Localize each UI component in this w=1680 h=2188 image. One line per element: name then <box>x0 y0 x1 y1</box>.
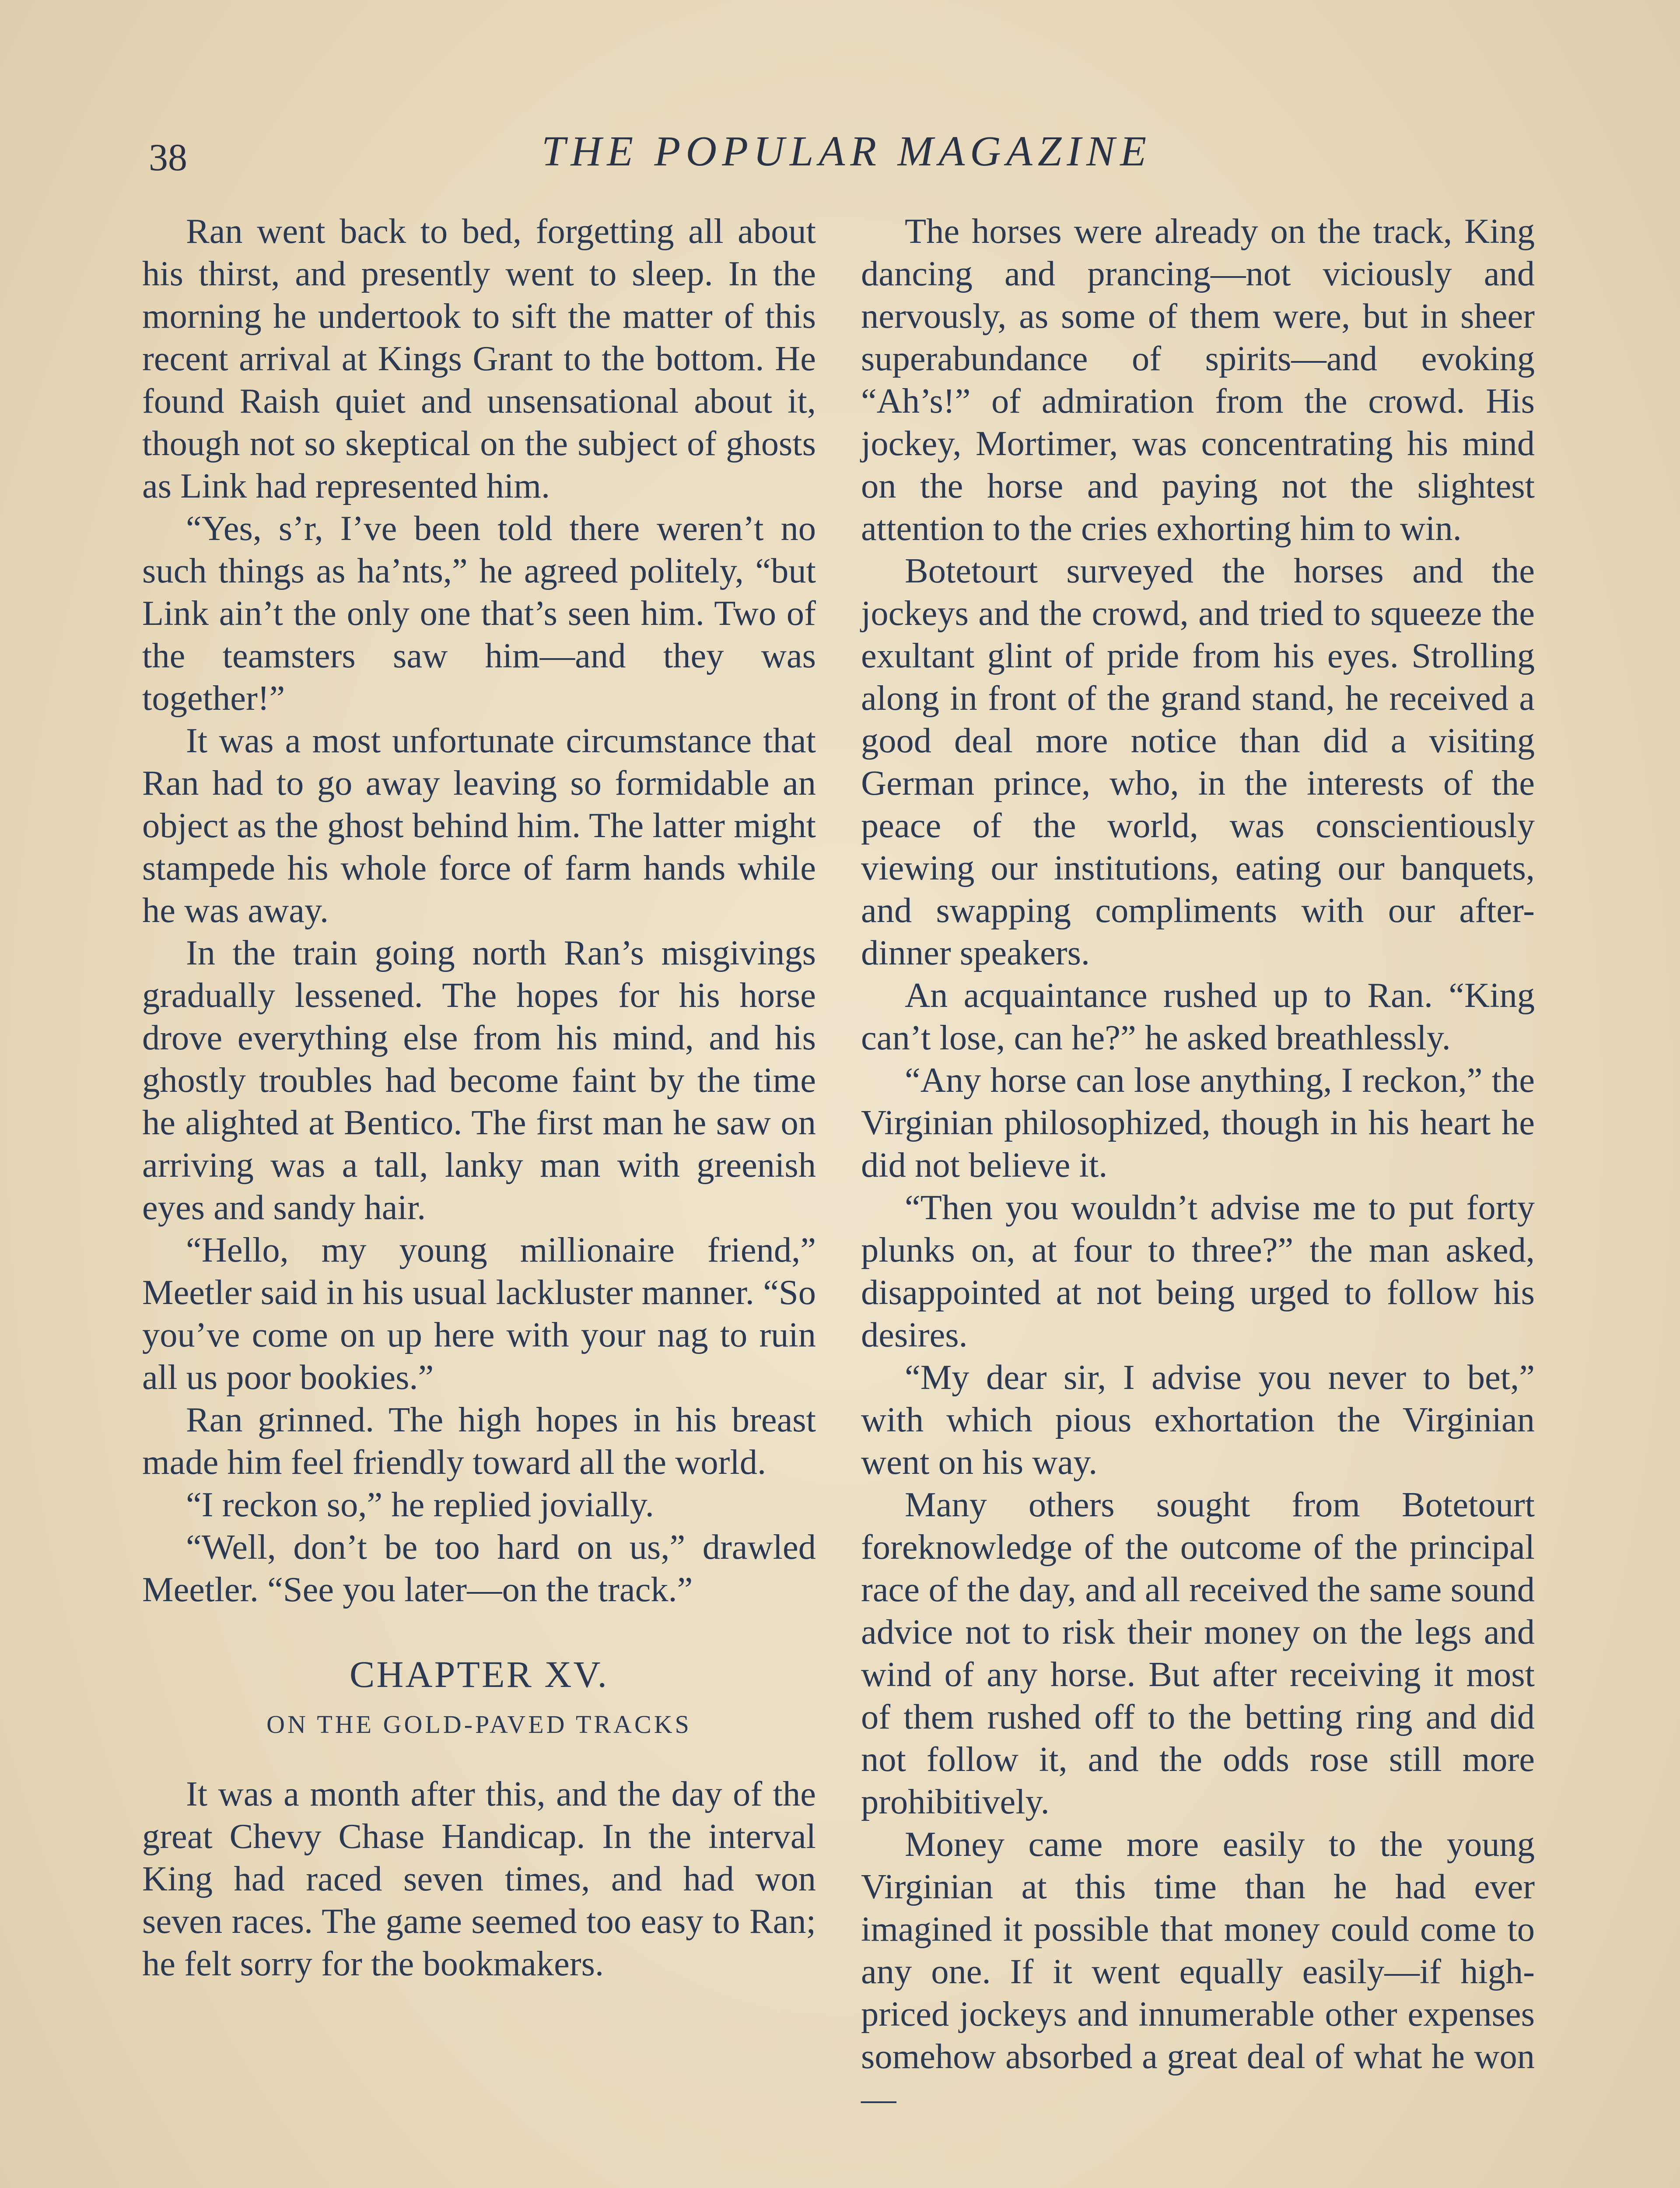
chapter-subtitle: ON THE GOLD-PAVED TRACKS <box>266 1710 692 1739</box>
chapter-title: CHAPTER XV. <box>350 1653 609 1695</box>
running-title: THE POPULAR MAGAZINE <box>541 128 1152 175</box>
paragraph: Money came more easily to the young Virginian at this time than he had ever imagined it possible that money could come to any one. If it went equally easily—if high-priced jockeys and innumerable other expenses somehow absorbed a great deal of what he won— <box>861 1825 1535 2118</box>
paragraph: Botetourt surveyed the horses and the jockeys and the crowd, and tried to squeeze the exultant glint of pride from his eyes. Strolling along in front of the grand stand, he received a good deal more notice than did a visiting German prince, who, in the interests of the peace of the world, was conscientiously viewing our institutions, eating our banquets, and swapping compliments with our after-dinner speakers. <box>861 551 1535 972</box>
paragraph: In the train going north Ran’s misgivings gradually lessened. The hopes for his horse drove everything else from his mind, and his ghostly troubles had become faint by the time he alighted at Bentico. The first man he saw on arriving was a tall, lanky man with greenish eyes and sandy hair. <box>142 933 816 1227</box>
paragraph: Ran grinned. The high hopes in his breast made him feel friendly toward all the world. <box>142 1400 816 1482</box>
right-column <box>861 210 1535 2120</box>
paragraph: An acquaintance rushed up to Ran. “King can’t lose, can he?” he asked breathlessly. <box>861 976 1535 1057</box>
paragraph: “My dear sir, I advise you never to bet,” with which pious exhortation the Virginian went on his way. <box>861 1358 1535 1482</box>
paragraph: “Any horse can lose anything, I reckon,” the Virginian philosophized, though in his heart he did not believe it. <box>861 1061 1535 1185</box>
paragraph: The horses were already on the track, King dancing and prancing—not viciously and nervously, as some of them were, but in sheer superabundance of spirits—and evoking “Ah’s!” of admiration from the crowd. His jockey, Mortimer, was concentrating his mind on the horse and paying not the slightest attention to the cries exhorting him to win. <box>861 212 1535 548</box>
paragraph: Many others sought from Botetourt foreknowledge of the outcome of the principal race of the day, and all received the same sound advice not to risk their money on the legs and wind of any horse. But after receiving it most of them rushed off to the betting ring and did not follow it, and the odds rose still more prohibitively. <box>861 1485 1535 1821</box>
paragraph: “Well, don’t be too hard on us,” drawled Meetler. “See you later—on the track.” <box>142 1528 816 1609</box>
paragraph: “I reckon so,” he replied jovially. <box>186 1485 654 1524</box>
paragraph: “Then you wouldn’t advise me to put forty plunks on, at four to three?” the man asked, disappointed at not being urged to follow his desires. <box>861 1188 1535 1354</box>
left-column <box>142 210 816 1985</box>
page-number: 38 <box>149 137 187 179</box>
paragraph: It was a month after this, and the day of the great Chevy Chase Handicap. In the interval King had raced seven times, and had won seven races. The game seemed too easy to Ran; he felt sorry for the bookmakers. <box>142 1774 816 1983</box>
paragraph: Ran went back to bed, forgetting all about his thirst, and presently went to sleep. In the morning he undertook to sift the matter of this recent arrival at Kings Grant to the bottom. He found Raish quiet and unsensational about it, though not so skeptical on the subject of ghosts as Link had represented him. <box>142 212 816 505</box>
paragraph: It was a most unfortunate circumstance that Ran had to go away leaving so formidable an object as the ghost behind him. The latter might stampede his whole force of farm hands while he was away. <box>142 721 816 930</box>
paragraph: “Yes, s’r, I’ve been told there weren’t no such things as ha’nts,” he agreed politely, “but Link ain’t the only one that’s seen him. Two of the teamsters saw him—and they was together!” <box>142 509 816 718</box>
paragraph: “Hello, my young millionaire friend,” Meetler said in his usual lackluster manner. “So you’ve come on up here with your nag to ruin all us poor bookies.” <box>142 1231 816 1397</box>
page-header <box>140 127 1553 188</box>
